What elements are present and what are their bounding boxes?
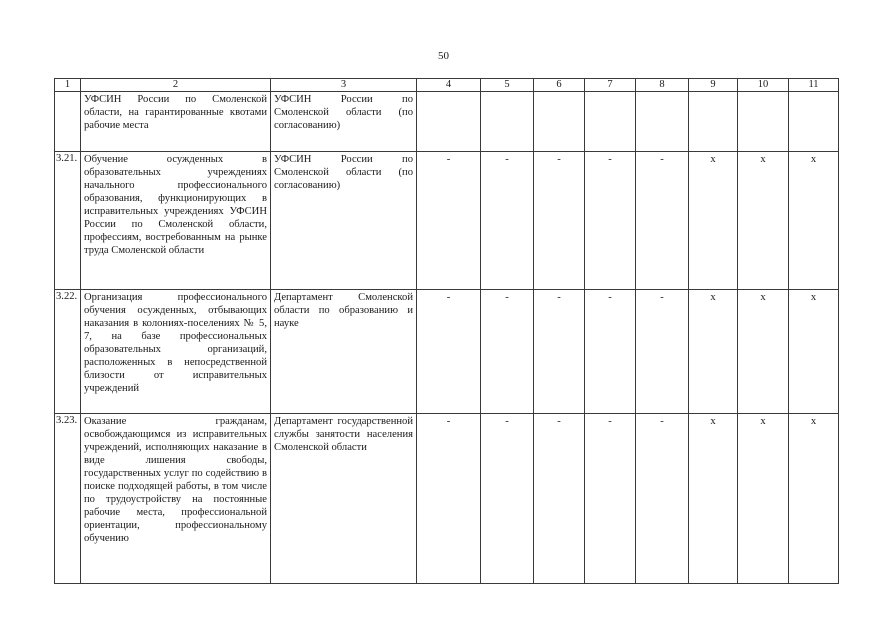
column-header: 8 <box>636 79 689 92</box>
event-description: Оказание гражданам, освобождающимся из исправительных учреждений, исполняющих наказание в виде лишения свободы, государственных услуг по содействию в поиске подходящей работы, в том числе по трудоустройству на постоянные рабочие места, профессиональной ориентации, профессиональному обучению <box>81 414 271 584</box>
table-header-row <box>55 79 839 92</box>
column-header: 9 <box>689 79 738 92</box>
column-header: 4 <box>417 79 481 92</box>
cell-value: x <box>738 290 789 414</box>
cell-value: - <box>636 152 689 290</box>
cell-value: - <box>636 290 689 414</box>
program-table <box>54 78 839 584</box>
cell-value: - <box>417 414 481 584</box>
table-row <box>55 152 839 290</box>
cell-value <box>789 92 839 152</box>
column-header: 2 <box>81 79 271 92</box>
column-header: 6 <box>534 79 585 92</box>
cell-value: x <box>738 414 789 584</box>
cell-value: - <box>534 290 585 414</box>
column-header: 3 <box>271 79 417 92</box>
cell-value: - <box>585 152 636 290</box>
cell-value: - <box>417 290 481 414</box>
table-row <box>55 92 839 152</box>
cell-value: - <box>585 414 636 584</box>
event-description: Обучение осужденных в образовательных учреждениях начального профессионального образования, функционирующих в исправительных учреждениях УФСИН России по Смоленской области, профессиям, востребованным на рынке труда Смоленской области <box>81 152 271 290</box>
cell-value: - <box>417 152 481 290</box>
cell-value <box>481 92 534 152</box>
cell-value: - <box>585 290 636 414</box>
table-row <box>55 290 839 414</box>
cell-value <box>585 92 636 152</box>
row-number: 3.23. <box>55 414 81 584</box>
column-header: 1 <box>55 79 81 92</box>
row-number <box>55 92 81 152</box>
cell-value: - <box>534 414 585 584</box>
event-description: УФСИН России по Смоленской области, на гарантированные квотами рабочие места <box>81 92 271 152</box>
page-number: 50 <box>438 50 449 62</box>
row-number: 3.22. <box>55 290 81 414</box>
cell-value: x <box>689 290 738 414</box>
column-header: 7 <box>585 79 636 92</box>
cell-value: - <box>481 414 534 584</box>
cell-value <box>417 92 481 152</box>
cell-value: x <box>738 152 789 290</box>
executor: УФСИН России по Смоленской области (по согласованию) <box>271 92 417 152</box>
cell-value <box>689 92 738 152</box>
cell-value: - <box>534 152 585 290</box>
table-row <box>55 414 839 584</box>
cell-value: x <box>789 414 839 584</box>
event-description: Организация профессионального обучения осужденных, отбывающих наказания в колониях-поселениях № 5, 7, на базе профессиональных образовательных организаций, расположенных в непосредственной близости от исправительных учреждений <box>81 290 271 414</box>
cell-value: - <box>636 414 689 584</box>
cell-value: - <box>481 290 534 414</box>
cell-value <box>738 92 789 152</box>
cell-value: x <box>789 290 839 414</box>
executor: УФСИН России по Смоленской области (по согласованию) <box>271 152 417 290</box>
column-header: 11 <box>789 79 839 92</box>
cell-value: - <box>481 152 534 290</box>
executor: Департамент государственной службы занятости населения Смоленской области <box>271 414 417 584</box>
cell-value: x <box>689 152 738 290</box>
cell-value: x <box>689 414 738 584</box>
cell-value <box>636 92 689 152</box>
column-header: 5 <box>481 79 534 92</box>
row-number: 3.21. <box>55 152 81 290</box>
column-header: 10 <box>738 79 789 92</box>
cell-value: x <box>789 152 839 290</box>
executor: Департамент Смоленской области по образованию и науке <box>271 290 417 414</box>
cell-value <box>534 92 585 152</box>
